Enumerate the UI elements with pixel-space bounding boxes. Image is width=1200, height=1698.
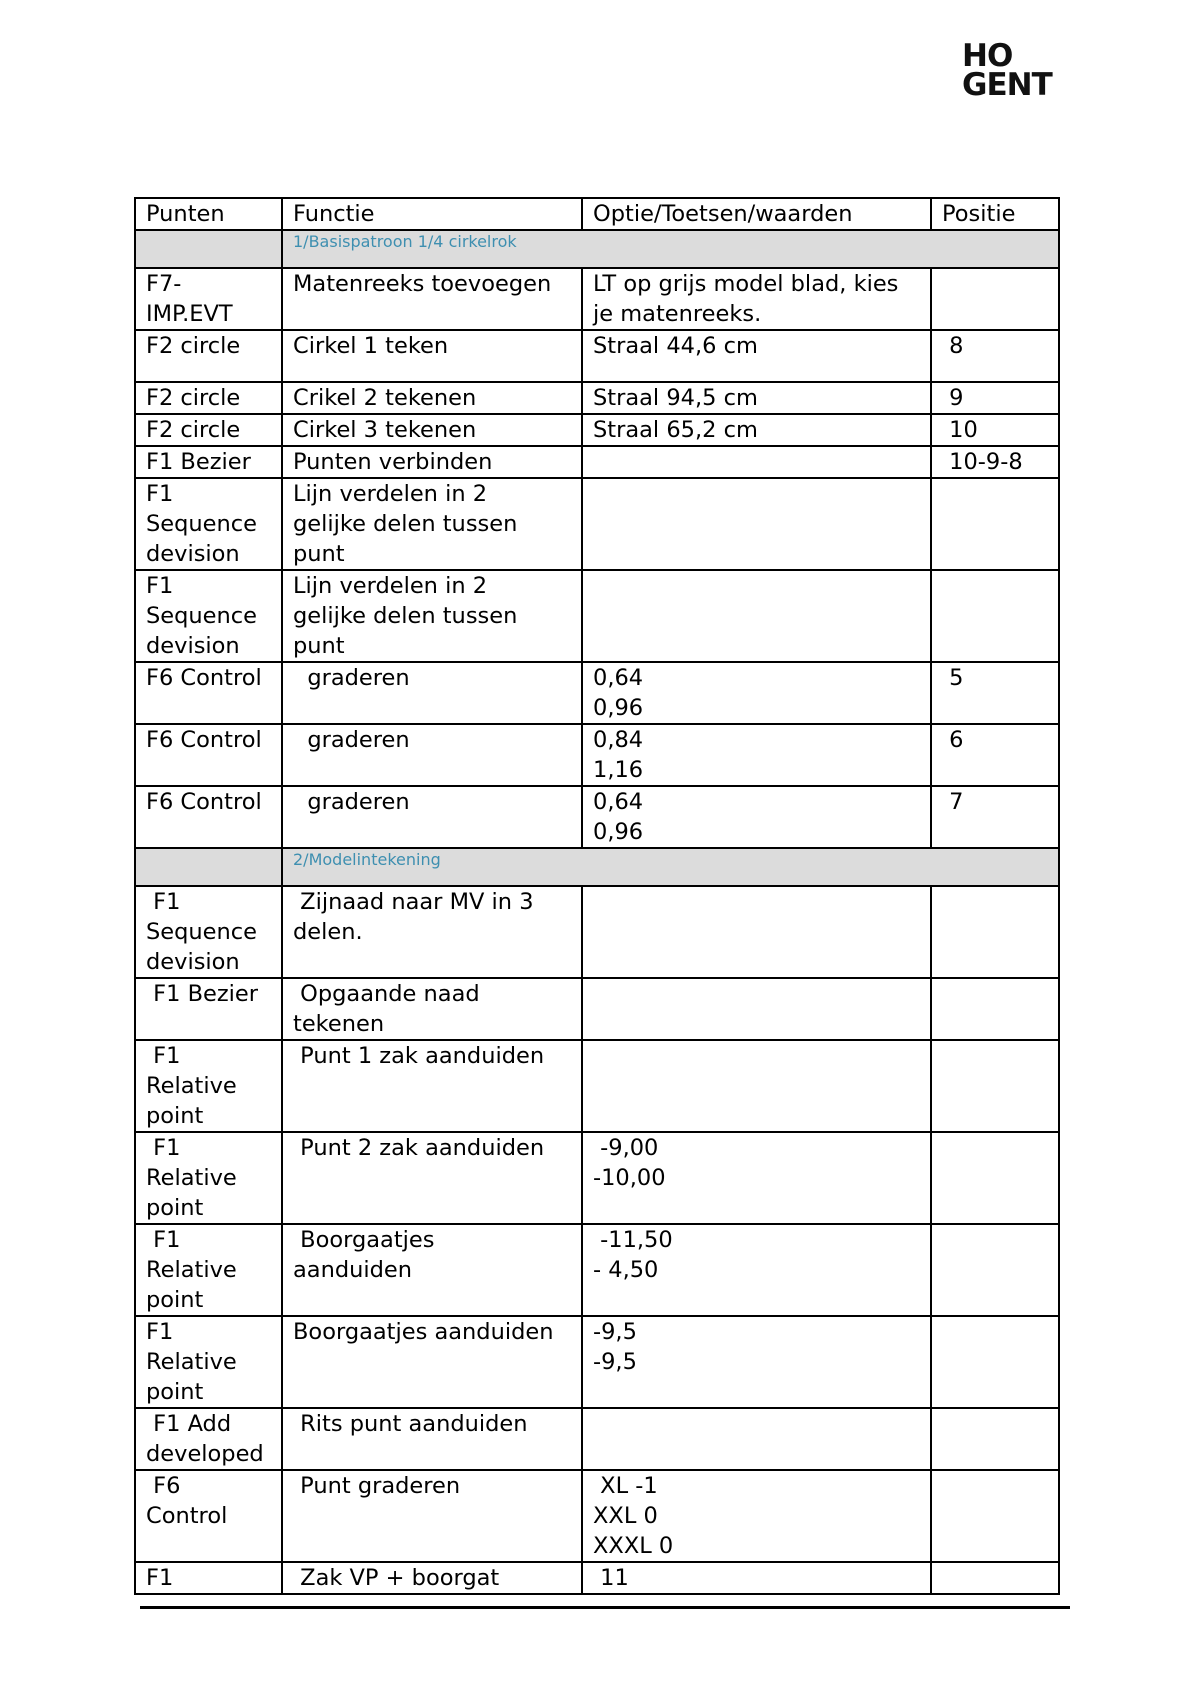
table-row [135,382,1059,414]
header-punten: Punten [135,198,282,230]
cell-punten: F6 Control [135,662,282,724]
table-row [135,1408,1059,1470]
table-row [135,330,1059,382]
cell-positie [931,1040,1059,1132]
cell-functie: Crikel 2 tekenen [282,382,582,414]
cell-punten: F1 Relative point [135,1224,282,1316]
cell-optie: XL -1 XXL 0 XXXL 0 [582,1470,931,1562]
logo-line-1: HO [962,38,1013,74]
cell-positie [931,978,1059,1040]
cell-functie: Opgaande naad tekenen [282,978,582,1040]
cell-punten: F1 Relative point [135,1132,282,1224]
cell-positie: 10 [931,414,1059,446]
cell-punten: F6 Control [135,1470,282,1562]
cell-optie: Straal 65,2 cm [582,414,931,446]
instructions-table [134,197,1060,1595]
header-positie: Positie [931,198,1059,230]
table-row [135,268,1059,330]
cell-functie: Boorgaatjes aanduiden [282,1224,582,1316]
cell-optie: Straal 44,6 cm [582,330,931,382]
table-row [135,978,1059,1040]
cell-punten: F6 Control [135,786,282,848]
cell-functie: Cirkel 3 tekenen [282,414,582,446]
table-row [135,1562,1059,1594]
cell-optie [582,446,931,478]
cell-punten: F2 circle [135,382,282,414]
cell-optie: 0,84 1,16 [582,724,931,786]
section-row [135,848,1059,886]
cell-punten: F6 Control [135,724,282,786]
cell-functie: Lijn verdelen in 2 gelijke delen tussen punt [282,570,582,662]
table-row [135,414,1059,446]
table-row [135,886,1059,978]
cell-positie: 5 [931,662,1059,724]
table-row [135,478,1059,570]
cell-punten: F1 Relative point [135,1040,282,1132]
cell-optie: 0,64 0,96 [582,662,931,724]
cell-functie: graderen [282,724,582,786]
table-row [135,446,1059,478]
table-row [135,1040,1059,1132]
table-body [135,230,1059,1594]
cell-optie [582,1408,931,1470]
cell-positie [931,1316,1059,1408]
hogent-logo [962,38,1072,103]
cell-positie [931,886,1059,978]
cell-optie: LT op grijs model blad, kies je matenreeks. [582,268,931,330]
cell-functie: graderen [282,786,582,848]
cell-punten: F1 Sequence devision [135,886,282,978]
cell-positie: 9 [931,382,1059,414]
cell-positie [931,478,1059,570]
cell-functie: Punt graderen [282,1470,582,1562]
cell-functie: Boorgaatjes aanduiden [282,1316,582,1408]
header-optie: Optie/Toetsen/waarden [582,198,931,230]
footer-divider [140,1606,1070,1609]
cell-functie: Matenreeks toevoegen [282,268,582,330]
cell-functie: Punt 2 zak aanduiden [282,1132,582,1224]
cell-optie [582,886,931,978]
cell-optie [582,978,931,1040]
cell-functie: Zak VP + boorgat [282,1562,582,1594]
cell-functie: Punt 1 zak aanduiden [282,1040,582,1132]
cell-functie: Cirkel 1 teken [282,330,582,382]
cell-optie: -11,50 - 4,50 [582,1224,931,1316]
cell-positie [931,570,1059,662]
cell-functie: graderen [282,662,582,724]
cell-optie [582,478,931,570]
cell-functie: Rits punt aanduiden [282,1408,582,1470]
cell-positie: 10-9-8 [931,446,1059,478]
cell-punten: F1 Sequence devision [135,478,282,570]
cell-punten: F1 Relative point [135,1316,282,1408]
section-blank-cell [135,848,282,886]
cell-positie: 6 [931,724,1059,786]
table-row [135,786,1059,848]
section-title: 2/Modelintekening [282,848,1059,886]
cell-optie: -9,00 -10,00 [582,1132,931,1224]
cell-punten: F2 circle [135,330,282,382]
cell-punten: F1 Bezier [135,446,282,478]
cell-punten: F2 circle [135,414,282,446]
cell-optie: -9,5 -9,5 [582,1316,931,1408]
cell-positie: 8 [931,330,1059,382]
section-blank-cell [135,230,282,268]
table-row [135,570,1059,662]
table-row [135,1132,1059,1224]
cell-positie [931,268,1059,330]
cell-punten: F1 [135,1562,282,1594]
table-header-row [135,198,1059,230]
cell-optie: 0,64 0,96 [582,786,931,848]
cell-optie [582,1040,931,1132]
cell-punten: F1 Bezier [135,978,282,1040]
cell-positie [931,1470,1059,1562]
table-row [135,1316,1059,1408]
cell-functie: Zijnaad naar MV in 3 delen. [282,886,582,978]
table-row [135,1224,1059,1316]
cell-positie [931,1224,1059,1316]
section-title: 1/Basispatroon 1/4 cirkelrok [282,230,1059,268]
cell-optie [582,570,931,662]
header-functie: Functie [282,198,582,230]
cell-functie: Lijn verdelen in 2 gelijke delen tussen punt [282,478,582,570]
cell-optie: Straal 94,5 cm [582,382,931,414]
cell-punten: F7- IMP.EVT [135,268,282,330]
cell-positie: 7 [931,786,1059,848]
table-row [135,1470,1059,1562]
cell-functie: Punten verbinden [282,446,582,478]
cell-positie [931,1562,1059,1594]
section-row [135,230,1059,268]
table-row [135,724,1059,786]
cell-punten: F1 Sequence devision [135,570,282,662]
logo-line-2: GENT [962,67,1052,103]
cell-positie [931,1408,1059,1470]
cell-punten: F1 Add developed [135,1408,282,1470]
table-row [135,662,1059,724]
cell-positie [931,1132,1059,1224]
cell-optie: 11 [582,1562,931,1594]
